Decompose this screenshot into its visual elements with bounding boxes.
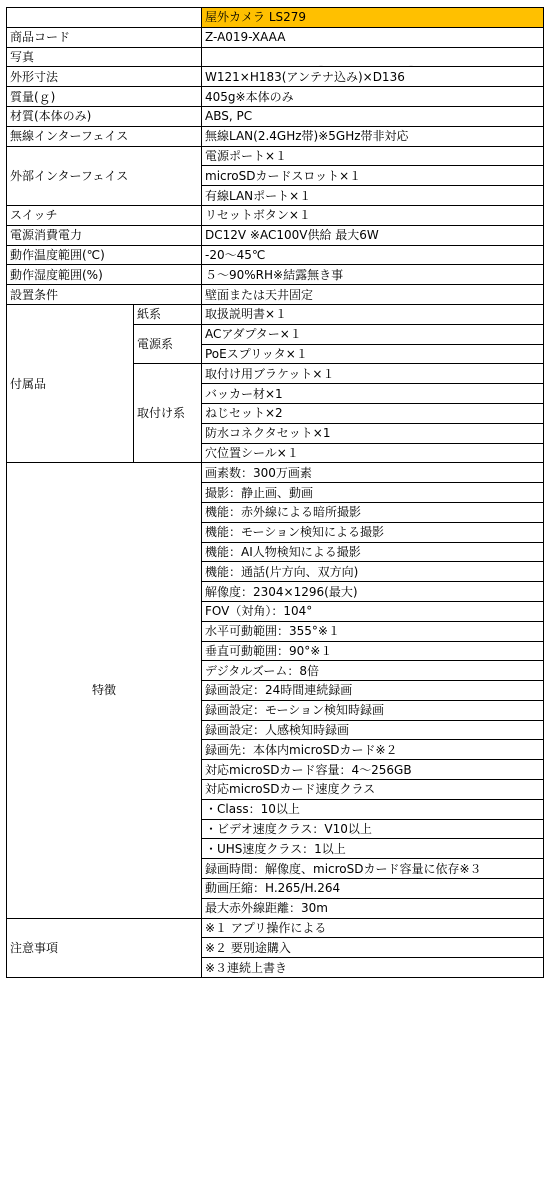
value-wireless: 無線LAN(2.4GHz帯)※5GHz帯非対応 — [202, 126, 544, 146]
value-acc-power-1: PoEスプリッタ×１ — [202, 344, 544, 364]
row-material — [7, 106, 544, 126]
value-note-0: ※１ アプリ操作による — [202, 918, 544, 938]
row-switch — [7, 205, 544, 225]
row-size — [7, 67, 544, 87]
value-feature-10: デジタルズーム：8倍 — [202, 661, 544, 681]
value-acc-mount-2: ねじセット×2 — [202, 403, 544, 423]
value-feature-12: 録画設定：モーション検知時録画 — [202, 700, 544, 720]
label-accessories: 付属品 — [7, 304, 134, 462]
value-feature-1: 撮影：静止画、動画 — [202, 483, 544, 503]
value-feature-18: ・ビデオ速度クラス：V10以上 — [202, 819, 544, 839]
value-feature-7: FOV（対角）：104° — [202, 601, 544, 621]
value-feature-20: 録画時間：解像度、microSDカード容量に依存※３ — [202, 859, 544, 879]
value-acc-mount-4: 穴位置シール×１ — [202, 443, 544, 463]
value-feature-13: 録画設定：人感検知時録画 — [202, 720, 544, 740]
value-acc-paper-0: 取扱説明書×１ — [202, 304, 544, 324]
value-acc-power-0: ACアダプター×１ — [202, 324, 544, 344]
spec-table — [6, 7, 544, 978]
row-photo — [7, 47, 544, 67]
label-switch: スイッチ — [7, 205, 202, 225]
value-feature-3: 機能：モーション検知による撮影 — [202, 522, 544, 542]
product-title: 屋外カメラ LS279 — [202, 8, 544, 28]
title-row — [7, 8, 544, 28]
value-feature-4: 機能：AI人物検知による撮影 — [202, 542, 544, 562]
value-acc-mount-1: バッカー材×1 — [202, 384, 544, 404]
value-code: Z-A019-XAAA — [202, 27, 544, 47]
value-feature-0: 画素数：300万画素 — [202, 463, 544, 483]
value-power: DC12V ※AC100V供給 最大6W — [202, 225, 544, 245]
row-code — [7, 27, 544, 47]
label-photo: 写真 — [7, 47, 202, 67]
value-external-1: microSDカードスロット×１ — [202, 166, 544, 186]
label-external: 外部インターフェイス — [7, 146, 202, 205]
label-features: 特徴 — [7, 463, 202, 918]
value-feature-11: 録画設定：24時間連続録画 — [202, 681, 544, 701]
value-feature-16: 対応microSDカード速度クラス — [202, 780, 544, 800]
value-acc-mount-3: 防水コネクタセット×1 — [202, 423, 544, 443]
value-feature-21: 動画圧縮：H.265/H.264 — [202, 879, 544, 899]
row-accessory — [7, 304, 544, 324]
row-wireless — [7, 126, 544, 146]
label-humidity: 動作湿度範囲(%) — [7, 265, 202, 285]
value-feature-8: 水平可動範囲：355°※１ — [202, 621, 544, 641]
label-install: 設置条件 — [7, 285, 202, 305]
value-size: W121×H183(アンテナ込み)×D136 — [202, 67, 544, 87]
row-note — [7, 918, 544, 938]
label-size: 外形寸法 — [7, 67, 202, 87]
value-acc-mount-0: 取付け用ブラケット×１ — [202, 364, 544, 384]
label-material: 材質(本体のみ) — [7, 106, 202, 126]
row-install — [7, 285, 544, 305]
value-install: 壁面または天井固定 — [202, 285, 544, 305]
value-feature-2: 機能：赤外線による暗所撮影 — [202, 502, 544, 522]
value-external-2: 有線LANポート×１ — [202, 186, 544, 206]
label-acc-paper: 紙系 — [134, 304, 202, 324]
value-feature-14: 録画先：本体内microSDカード※２ — [202, 740, 544, 760]
value-feature-5: 機能：通話(片方向、双方向) — [202, 562, 544, 582]
value-note-2: ※３連続上書き — [202, 958, 544, 978]
value-material: ABS, PC — [202, 106, 544, 126]
value-weight: 405g※本体のみ — [202, 87, 544, 107]
label-weight: 質量(ｇ) — [7, 87, 202, 107]
label-temp: 動作温度範囲(℃) — [7, 245, 202, 265]
label-wireless: 無線インターフェイス — [7, 126, 202, 146]
row-weight — [7, 87, 544, 107]
row-power — [7, 225, 544, 245]
value-external-0: 電源ポート×１ — [202, 146, 544, 166]
row-feature — [7, 463, 544, 483]
row-humidity — [7, 265, 544, 285]
value-feature-9: 垂直可動範囲：90°※１ — [202, 641, 544, 661]
camera-photo: LiveSmart — [302, 60, 432, 67]
value-feature-19: ・UHS速度クラス：1以上 — [202, 839, 544, 859]
label-code: 商品コード — [7, 27, 202, 47]
label-power: 電源消費電力 — [7, 225, 202, 245]
value-switch: リセットボタン×１ — [202, 205, 544, 225]
value-note-1: ※２ 要別途購入 — [202, 938, 544, 958]
value-temp: -20～45℃ — [202, 245, 544, 265]
row-external — [7, 146, 544, 166]
value-feature-15: 対応microSDカード容量：4～256GB — [202, 760, 544, 780]
row-temp — [7, 245, 544, 265]
value-humidity: ５～90%RH※結露無き事 — [202, 265, 544, 285]
label-notes: 注意事項 — [7, 918, 202, 977]
value-feature-22: 最大赤外線距離：30m — [202, 898, 544, 918]
value-feature-6: 解像度：2304×1296(最大) — [202, 582, 544, 602]
value-feature-17: ・Class：10以上 — [202, 799, 544, 819]
label-acc-power: 電源系 — [134, 324, 202, 364]
label-acc-mount: 取付け系 — [134, 364, 202, 463]
